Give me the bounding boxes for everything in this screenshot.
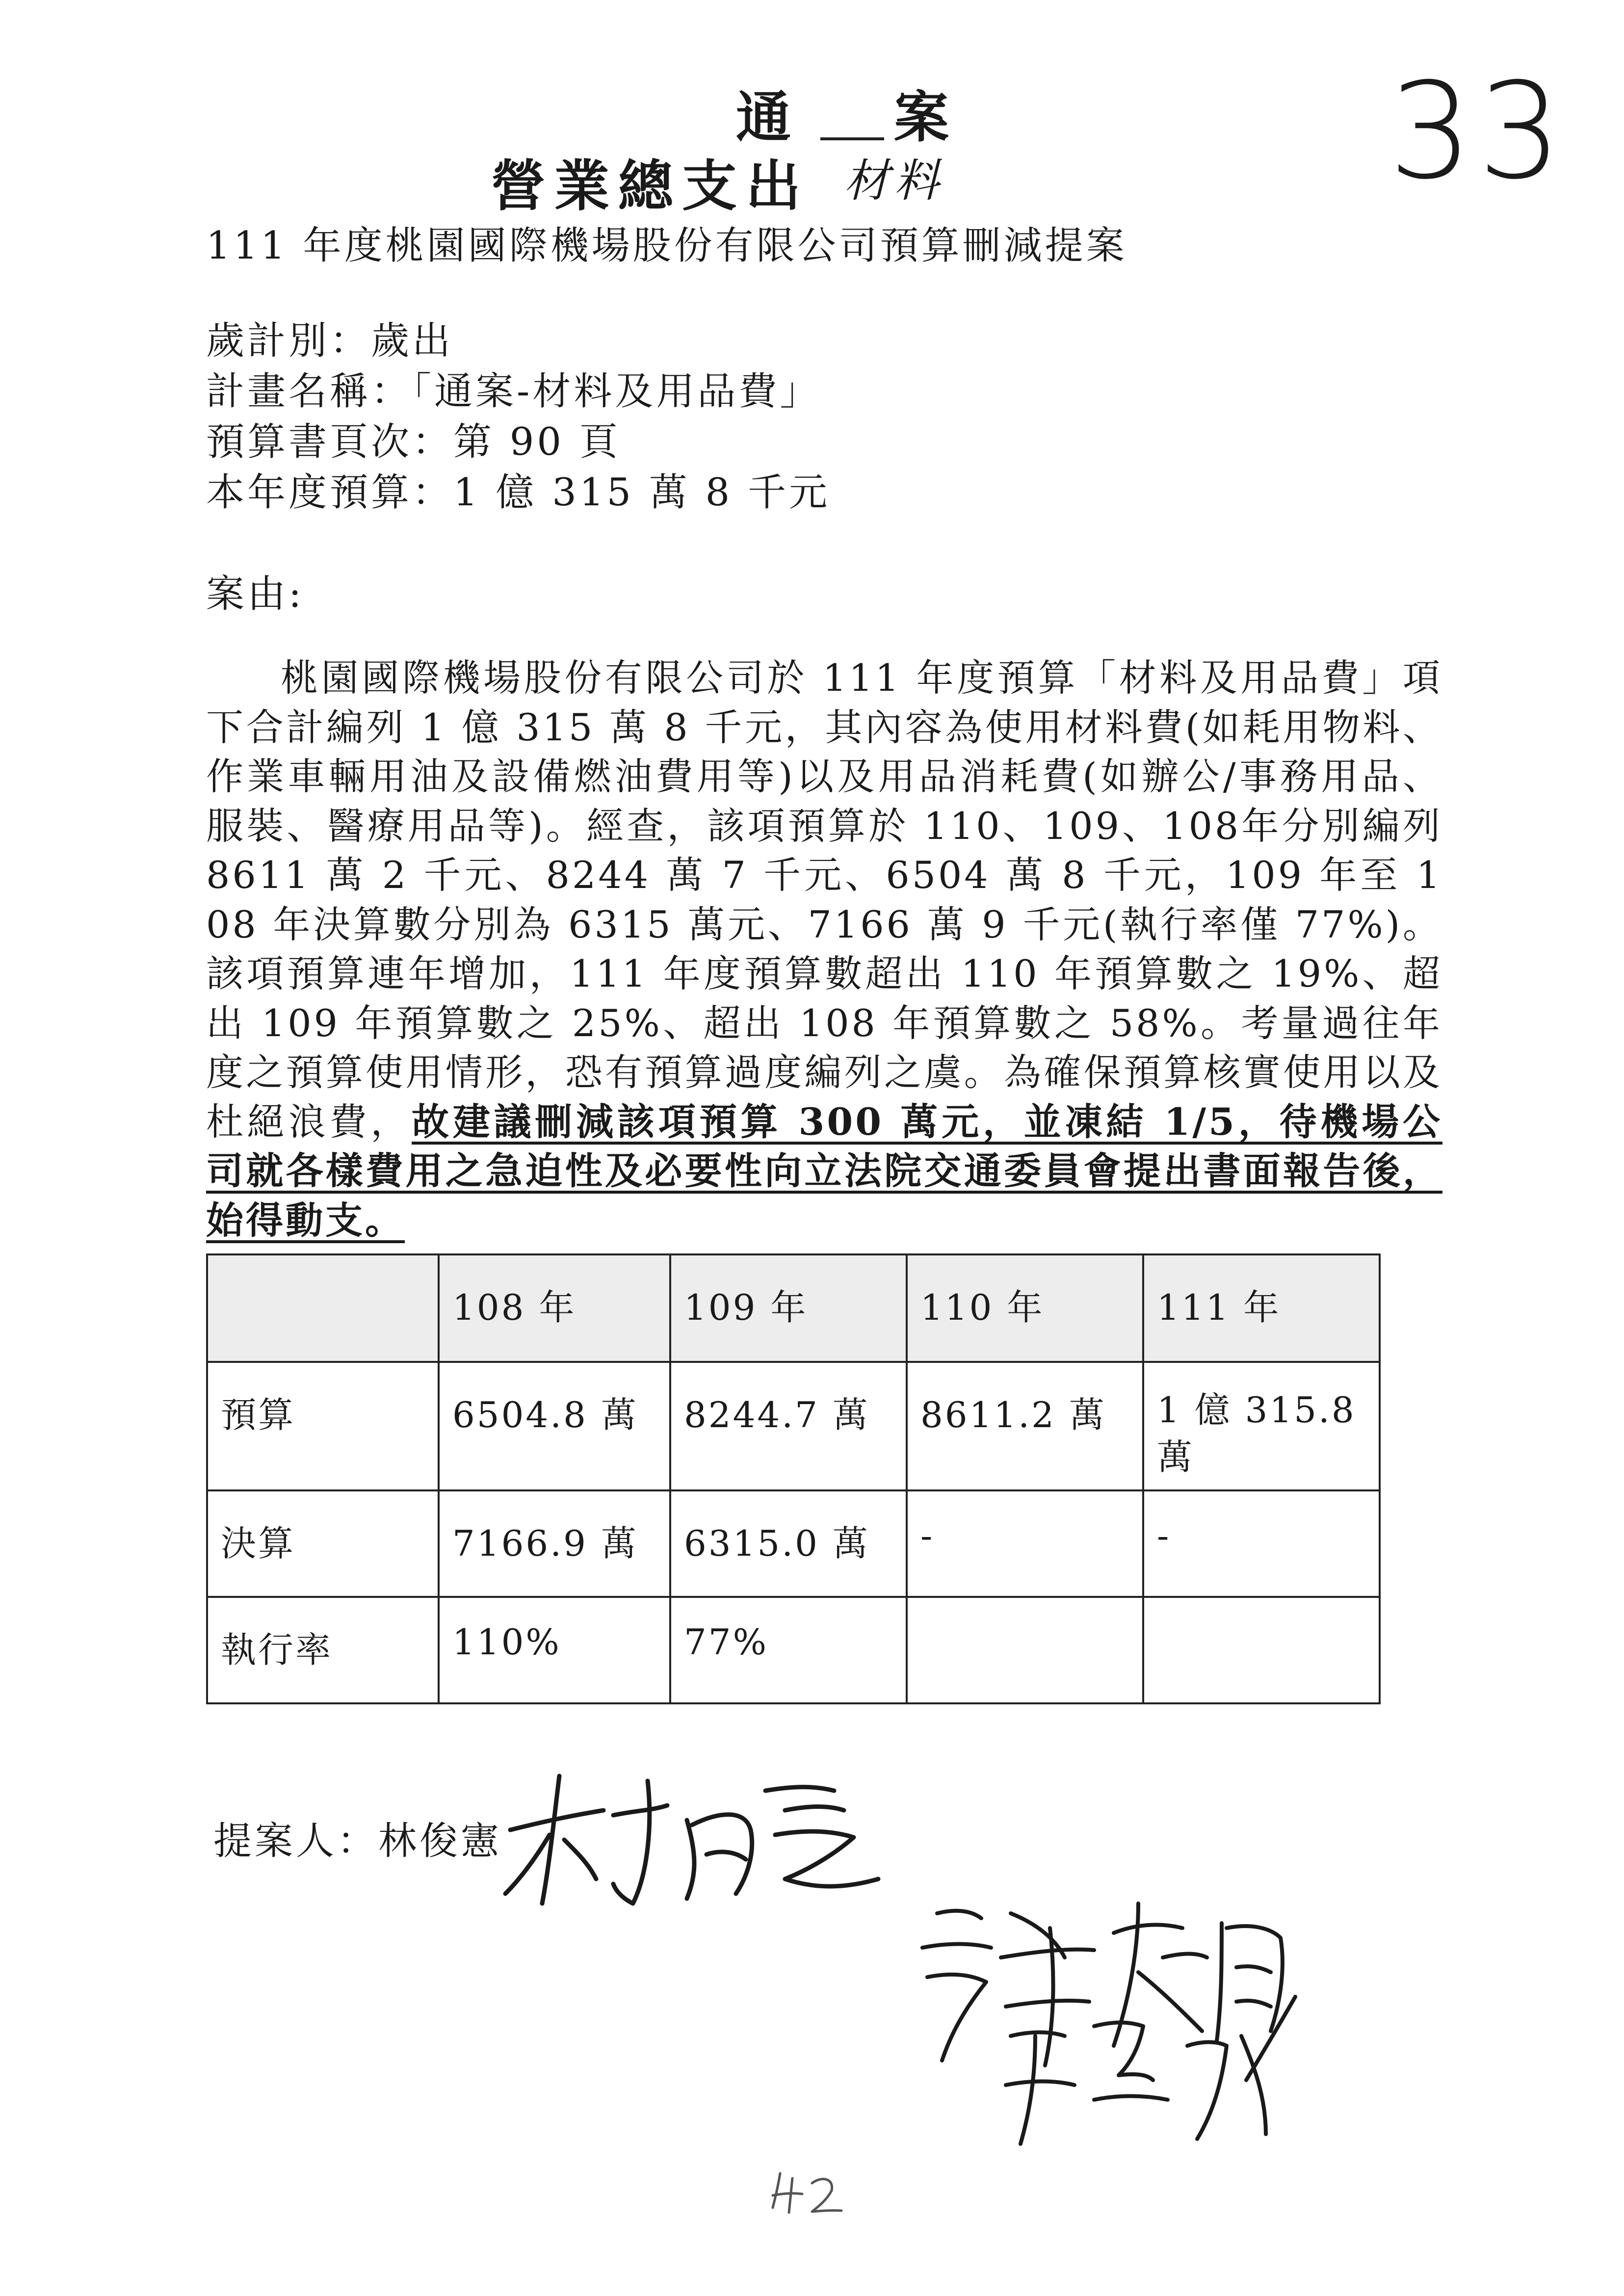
table-cell: - xyxy=(1143,1490,1380,1597)
table-row xyxy=(207,1490,1380,1597)
table-header-row xyxy=(207,1254,1380,1362)
table-cell: 執行率 xyxy=(207,1597,439,1703)
handwritten-page-number: 33 xyxy=(1388,54,1567,209)
table-row xyxy=(207,1597,1380,1703)
recommendation-text: 故建議刪減該項預算 300 萬元，並凍結 1/5，待機場公司就各樣費用之急迫性及必要性向立法院交通委員會提出書面報告後，始得動支。 xyxy=(206,1099,1442,1242)
table-cell: 77% xyxy=(670,1597,907,1703)
proposer-signature xyxy=(491,1756,893,1918)
margin-mark xyxy=(765,2164,849,2218)
cosigner-signature-2 xyxy=(981,1987,1320,2154)
table-cell xyxy=(1143,1362,1380,1490)
table-cell: 7166.9 萬 xyxy=(439,1490,670,1597)
reason-paragraph xyxy=(206,653,1442,1245)
table-header-cell: 111 年 xyxy=(1143,1254,1380,1362)
reason-text: 桃園國際機場股份有限公司於 111 年度預算「材料及用品費」項下合計編列 1 億 315 萬 8 千元，其內容為使用材料費(如耗用物料、作業車輛用油及設備燃油費用等)以及用品消耗費(如辦公/事務用品、服裝、醫療用品等)。經查，該項預算於 110、109、108年分別編列 8611 萬 2 千元、8244 萬 7 千元、6504 萬 8 千元，109 年至 108 年決算數分別為 6315 萬元、7166 萬 9 千元(執行率僅 77%)。該項預算連年增加，111 年度預算數超出 110 年預算數之 19%、超出 109 年預算數之 25%、超出 108 年預算數之 58%。考量過往年度之預算使用情形，恐有預算過度編列之虞。為確保預算核實使用以及杜絕浪費， xyxy=(206,656,1442,1144)
table-cell: - xyxy=(907,1490,1143,1597)
table-cell: 6504.8 萬 xyxy=(439,1362,670,1490)
proposer-line: 提案人：林俊憲 xyxy=(213,1819,502,1863)
table-cell: 8611.2 萬 xyxy=(907,1362,1143,1490)
reason-label: 案由: xyxy=(206,572,305,616)
budget-table xyxy=(206,1253,1381,1704)
handwritten-note: 材料 xyxy=(844,155,944,207)
table-row xyxy=(207,1362,1380,1490)
document-title: 111 年度桃園國際機場股份有限公司預算刪減提案 xyxy=(206,224,1127,268)
table-cell-text: 1 億 315.8 萬 xyxy=(1157,1389,1356,1478)
table-cell: 110% xyxy=(439,1597,670,1703)
table-cell: 6315.0 萬 xyxy=(670,1490,907,1597)
table-cell: 決算 xyxy=(207,1490,439,1597)
table-header-cell: 110 年 xyxy=(907,1254,1143,1362)
expenditure-stamp: 營業總支出 xyxy=(491,155,810,218)
table-cell: 8244.7 萬 xyxy=(670,1362,907,1490)
table-cell xyxy=(1143,1597,1380,1703)
category-stamp-right: 案 xyxy=(894,86,969,150)
stamp-blank-line xyxy=(820,137,884,140)
category-stamp-left: 通 xyxy=(736,86,811,150)
meta-plan-name: 計畫名稱：「通案-材料及用品費」 xyxy=(206,369,821,414)
table-header-cell xyxy=(207,1254,439,1362)
table-header-cell: 108 年 xyxy=(439,1254,670,1362)
meta-type: 歲計別：歲出 xyxy=(206,319,454,363)
table-cell: 預算 xyxy=(207,1362,439,1490)
table-cell xyxy=(907,1597,1143,1703)
table-header-cell: 109 年 xyxy=(670,1254,907,1362)
meta-page-ref: 預算書頁次：第 90 頁 xyxy=(206,420,621,464)
category-stamp xyxy=(736,74,969,153)
meta-current-budget: 本年度預算：1 億 315 萬 8 千元 xyxy=(206,470,831,515)
